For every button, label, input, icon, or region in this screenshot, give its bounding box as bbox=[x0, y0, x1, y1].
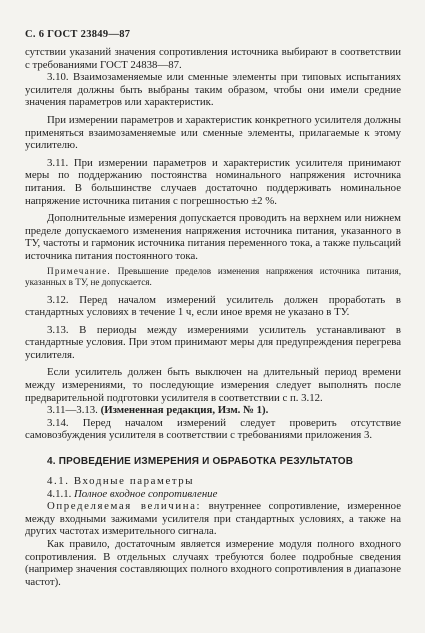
definition-label: Определяемая величина: bbox=[47, 500, 202, 513]
paragraph-3-10: 3.10. Взаимозаменяемые или сменные элементы при типовых испытаниях усилителя должны быть выбраны таким образом, чтобы они имели средние значения параметров или характеристик. bbox=[25, 71, 401, 109]
paragraph-3-12: 3.12. Перед началом измерений усилитель должен проработать в стандартных условиях в течение 1 ч, если иное время не указано в ТУ. bbox=[25, 293, 401, 319]
section-title: 4. ПРОВЕДЕНИЕ ИЗМЕРЕНИЯ И ОБРАБОТКА РЕЗУЛЬТАТОВ bbox=[47, 456, 354, 468]
paragraph-rule: Как правило, достаточным является измерение модуля полного входного сопротивления. В отдельных случаях требуются более подробные сведения (например значения составляющих полного входного сопротивления в диапазоне частот). bbox=[25, 538, 401, 588]
note bbox=[25, 266, 401, 289]
paragraph-continuation: сутствии указаний значения сопротивления источника выбирают в соответствии с требованиями ГОСТ 24838—87. bbox=[25, 46, 401, 71]
note-label: Примечание. bbox=[47, 265, 111, 276]
paragraph-3-11: 3.11. При измерении параметров и характеристик усилителя принимают меры по поддержанию постоянства номинального напряжения источника питания. В большинстве случаев достаточно поддерживать номинальное напряжение источника питания с погрешностью ±2 %. bbox=[25, 156, 401, 207]
paragraph-3-13: 3.13. В периоды между измерениями усилитель устанавливают в стандартные условия. При этом принимают меры для предупреждения перегрева усилителя. bbox=[25, 323, 401, 361]
standard-id: ГОСТ 23849—87 bbox=[47, 29, 131, 40]
paragraph-amendment bbox=[25, 404, 401, 417]
paragraph-3-13-b: Если усилитель должен быть выключен на длительный период времени между измерениями, то последующие измерения следует выполнять после предварительной подготовки усилителя в соответствии с п. 3.12. bbox=[25, 366, 401, 404]
subsection-4-1-1-title: Полное входное сопротивление bbox=[74, 487, 218, 500]
amendment-text: (Измененная редакция, Изм. № 1). bbox=[100, 404, 269, 417]
subsection-4-1: 4.1. Входные параметры bbox=[47, 475, 195, 488]
definition-text: внутреннее сопротивление, измеренное между входными зажимами усилителя при стандартных условиях, а также на других частотах измерительного сигнала. bbox=[25, 500, 401, 538]
page-header bbox=[25, 29, 401, 40]
paragraph-3-11-b: Дополнительные измерения допускается проводить на верхнем или нижнем пределе допускаемого изменения напряжения источника питания, указанного в ТУ, частоты и гармоник источника питания переменного тока, а также пульсаций источника питания постоянного тока. bbox=[25, 212, 401, 262]
subsection-4-1-1 bbox=[25, 488, 401, 501]
paragraph-3-14: 3.14. Перед началом измерений следует проверить отсутствие самовозбуждения усилителя в соответствии с требованиями приложения 3. bbox=[25, 416, 401, 442]
page-number: С. 6 bbox=[25, 29, 45, 40]
definition-paragraph bbox=[25, 500, 401, 538]
paragraph-3-10-b: При измерении параметров и характеристик конкретного усилителя должны применяться взаимозаменяемые или сменные элементы, прилагаемые к этому усилителю. bbox=[25, 113, 401, 152]
amendment-number: 3.11—3.13. bbox=[47, 404, 101, 417]
subsection-4-1-1-number: 4.1.1. bbox=[47, 487, 74, 500]
note-text: Превышение пределов изменения напряжения источника питания, указанных в ТУ, не допускается. bbox=[25, 265, 401, 287]
